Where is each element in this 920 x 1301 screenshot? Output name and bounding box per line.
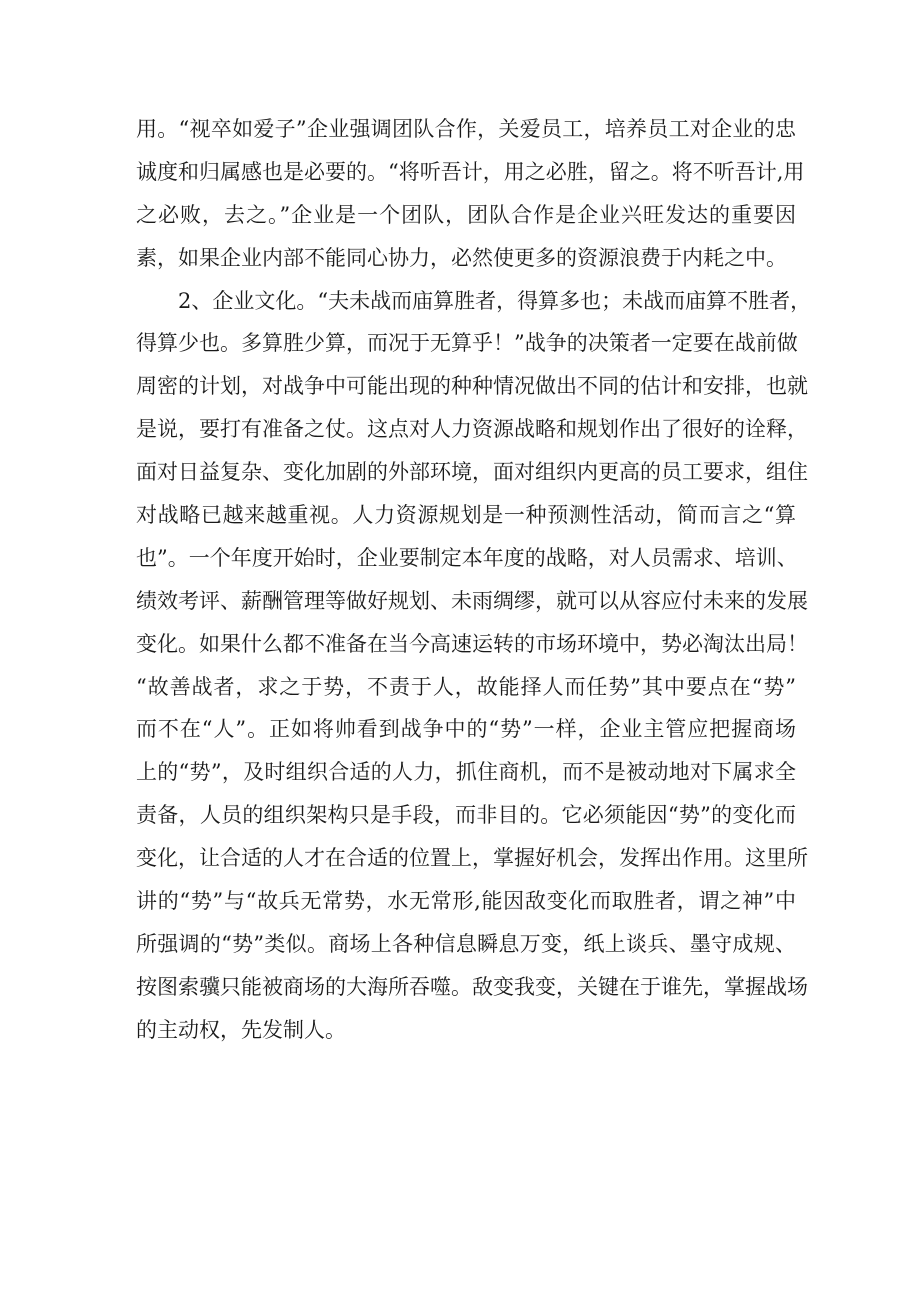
text-line: 2、企业文化。“夫未战而庙算胜者，得算多也；未战而庙算不胜者， xyxy=(178,288,812,313)
text-line: 所强调的“势”类似。商场上各种信息瞬息万变，纸上谈兵、墨守成规、 xyxy=(136,931,796,956)
text-line: 绩效考评、薪酬管理等做好规划、未雨绸缪，就可以从容应付未来的发展 xyxy=(136,588,808,613)
body-text xyxy=(136,108,812,1052)
text-line: 按图索骥只能被商场的大海所吞噬。敌变我变，关键在于谁先，掌握战场 xyxy=(136,974,808,999)
text-line: 周密的计划，对战争中可能出现的种种情况做出不同的估计和安排，也就 xyxy=(136,374,808,399)
text-line: 之必败，去之。”企业是一个团队，团队合作是企业兴旺发达的重要因 xyxy=(136,202,796,227)
text-line: 变化，让合适的人才在合适的位置上，掌握好机会，发挥出作用。这里所 xyxy=(136,846,808,871)
text-line: 的主动权，先发制人。 xyxy=(136,1017,346,1042)
text-line: 变化。如果什么都不准备在当今高速运转的市场环境中，势必淘汰出局！ xyxy=(136,631,808,656)
text-line: 素，如果企业内部不能同心协力，必然使更多的资源浪费于内耗之中。 xyxy=(136,245,787,270)
text-line: 诚度和归属感也是必要的。“将听吾计，用之必胜，留之。将不听吾计,用 xyxy=(136,159,805,184)
text-line: 也”。一个年度开始时，企业要制定本年度的战略，对人员需求、培训、 xyxy=(136,545,798,570)
text-line: 面对日益复杂、变化加剧的外部环境，面对组织内更高的员工要求，组住 xyxy=(136,460,808,485)
text-line: 得算少也。多算胜少算，而况于无算乎！”战争的决策者一定要在战前做 xyxy=(136,331,798,356)
text-line: 上的“势”，及时组织合适的人力，抓住商机，而不是被动地对下属求全 xyxy=(136,760,796,785)
text-line: 而不在“人”。正如将帅看到战争中的“势”一样，企业主管应把握商场 xyxy=(136,717,796,742)
text-line: 对战略已越来越重视。人力资源规划是一种预测性活动，简而言之“算 xyxy=(136,503,796,528)
text-line: 责备，人员的组织架构只是手段，而非目的。它必须能因“势”的变化而 xyxy=(136,803,796,828)
text-line: “故善战者，求之于势，不责于人，故能择人而任势”其中要点在“势” xyxy=(136,674,796,699)
text-line: 是说，要打有准备之仗。这点对人力资源战略和规划作出了很好的诠释， xyxy=(136,417,808,442)
text-line: 用。“视卒如爱子”企业强调团队合作，关爱员工，培养员工对企业的忠 xyxy=(136,117,796,141)
text-line: 讲的“势”与“故兵无常势，水无常形,能因敌变化而取胜者，谓之神”中 xyxy=(136,889,796,914)
